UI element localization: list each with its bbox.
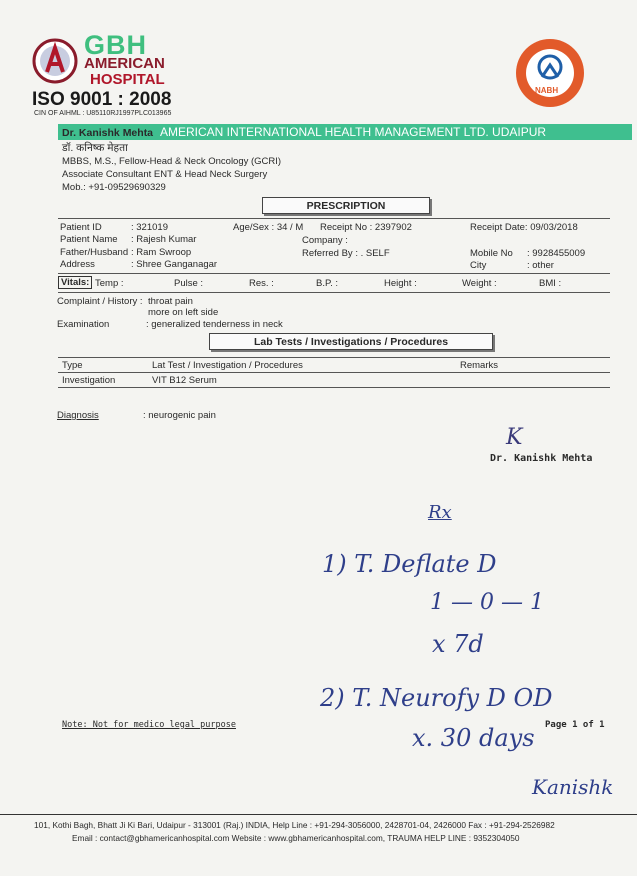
handwritten-line-5: x. 30 days bbox=[412, 724, 535, 752]
company: Company : bbox=[302, 235, 348, 246]
prescription-title: PRESCRIPTION bbox=[262, 197, 430, 214]
complaint-line-1: throat pain bbox=[148, 296, 193, 307]
hospital-logo bbox=[32, 38, 78, 84]
footer-contact: Email : contact@gbhamericanhospital.com Website : www.gbhamericanhospital.com, TRAUMA HELP LINE : 9352304050 bbox=[72, 833, 520, 843]
handwritten-line-3: x 7d bbox=[432, 630, 484, 658]
father-label: Father/Husband bbox=[60, 247, 129, 258]
lab-title: Lab Tests / Investigations / Procedures bbox=[209, 333, 493, 350]
patient-id-label: Patient ID bbox=[60, 222, 102, 233]
lab-col-type: Type bbox=[62, 360, 83, 371]
logo-gbh: GBH bbox=[84, 30, 147, 60]
mobile: : 9928455009 bbox=[527, 248, 586, 259]
signature-name: Dr. Kanishk Mehta bbox=[490, 453, 593, 464]
patient-name-label: Patient Name bbox=[60, 234, 118, 245]
address: : Shree Ganganagar bbox=[131, 259, 218, 270]
patient-name: : Rajesh Kumar bbox=[131, 234, 197, 245]
diagnosis-label: Diagnosis bbox=[57, 410, 99, 421]
examination: : generalized tenderness in neck bbox=[146, 319, 283, 330]
vitals-label: Vitals: bbox=[58, 276, 92, 289]
mobile-label: Mobile No bbox=[470, 248, 513, 259]
divider bbox=[58, 357, 610, 358]
vital-bp: B.P. : bbox=[316, 278, 339, 289]
lab-col-test: Lat Test / Investigation / Procedures bbox=[152, 360, 303, 371]
divider bbox=[58, 372, 610, 373]
father-name: : Ram Swroop bbox=[131, 247, 192, 258]
cin-label: CIN OF AIHML : U85110RJ1997PLC013965 bbox=[34, 110, 172, 117]
iso-label: ISO 9001 : 2008 bbox=[32, 89, 172, 110]
divider bbox=[58, 292, 610, 293]
vital-res: Res. : bbox=[249, 278, 274, 289]
complaint-line-2: more on left side bbox=[148, 307, 219, 318]
city: : other bbox=[527, 260, 554, 271]
divider bbox=[58, 387, 610, 388]
age-sex: Age/Sex : 34 / M bbox=[233, 222, 304, 233]
diagnosis: : neurogenic pain bbox=[143, 410, 216, 421]
footer-divider bbox=[0, 814, 637, 815]
handwritten-signature: Kanishk bbox=[532, 775, 614, 799]
vital-height: Height : bbox=[384, 278, 417, 289]
doctor-qualification: MBBS, M.S., Fellow-Head & Neck Oncology (GCRI) bbox=[62, 156, 282, 167]
handwritten-line-2: 1 — 0 — 1 bbox=[430, 590, 544, 615]
lab-row-type: Investigation bbox=[62, 375, 116, 386]
receipt-no: Receipt No : 2397902 bbox=[320, 222, 412, 233]
handwritten-rx: Rx bbox=[428, 502, 452, 523]
receipt-date: Receipt Date: 09/03/2018 bbox=[470, 222, 578, 233]
doctor-title: Associate Consultant ENT & Head Neck Surgery bbox=[62, 169, 268, 180]
vital-weight: Weight : bbox=[462, 278, 497, 289]
handwritten-initials: K bbox=[506, 425, 523, 450]
handwritten-line-4: 2) T. Neurofy D OD bbox=[320, 684, 553, 712]
nabh-badge bbox=[514, 37, 586, 109]
footer-address: 101, Kothi Bagh, Bhatt Ji Ki Bari, Udaipur - 313001 (Raj.) INDIA, Help Line : +91-294-3056000, 2428701-04, 2426000 Fax : +91-294-2526982 bbox=[34, 820, 555, 830]
patient-id: : 321019 bbox=[131, 222, 168, 233]
lab-col-remarks: Remarks bbox=[460, 360, 499, 371]
referred-by: Referred By : . SELF bbox=[302, 248, 390, 259]
divider bbox=[58, 218, 610, 219]
complaint-label: Complaint / History : bbox=[57, 296, 143, 307]
banner-text: AMERICAN INTERNATIONAL HEALTH MANAGEMENT LTD. UDAIPUR bbox=[160, 125, 547, 139]
doctor-name: Dr. Kanishk Mehta bbox=[62, 127, 154, 139]
legal-note: Note: Not for medico legal purpose bbox=[62, 720, 236, 730]
logo-hospital: HOSPITAL bbox=[90, 71, 165, 88]
nabh-text: NABH bbox=[535, 86, 559, 95]
doctor-mobile: Mob.: +91-09529690329 bbox=[62, 182, 166, 193]
vital-pulse: Pulse : bbox=[174, 278, 204, 289]
examination-label: Examination bbox=[57, 319, 110, 330]
lab-row-test: VIT B12 Serum bbox=[152, 375, 217, 386]
handwritten-line-1: 1) T. Deflate D bbox=[322, 550, 497, 578]
doctor-name-hindi: डॉ. कनिष्क मेहता bbox=[62, 142, 128, 154]
address-label: Address bbox=[60, 259, 95, 270]
divider bbox=[58, 273, 610, 274]
vital-bmi: BMI : bbox=[539, 278, 562, 289]
logo-american: AMERICAN bbox=[84, 55, 165, 72]
city-label: City bbox=[470, 260, 487, 271]
page-number: Page 1 of 1 bbox=[545, 720, 605, 730]
vital-temp: Temp : bbox=[95, 278, 124, 289]
